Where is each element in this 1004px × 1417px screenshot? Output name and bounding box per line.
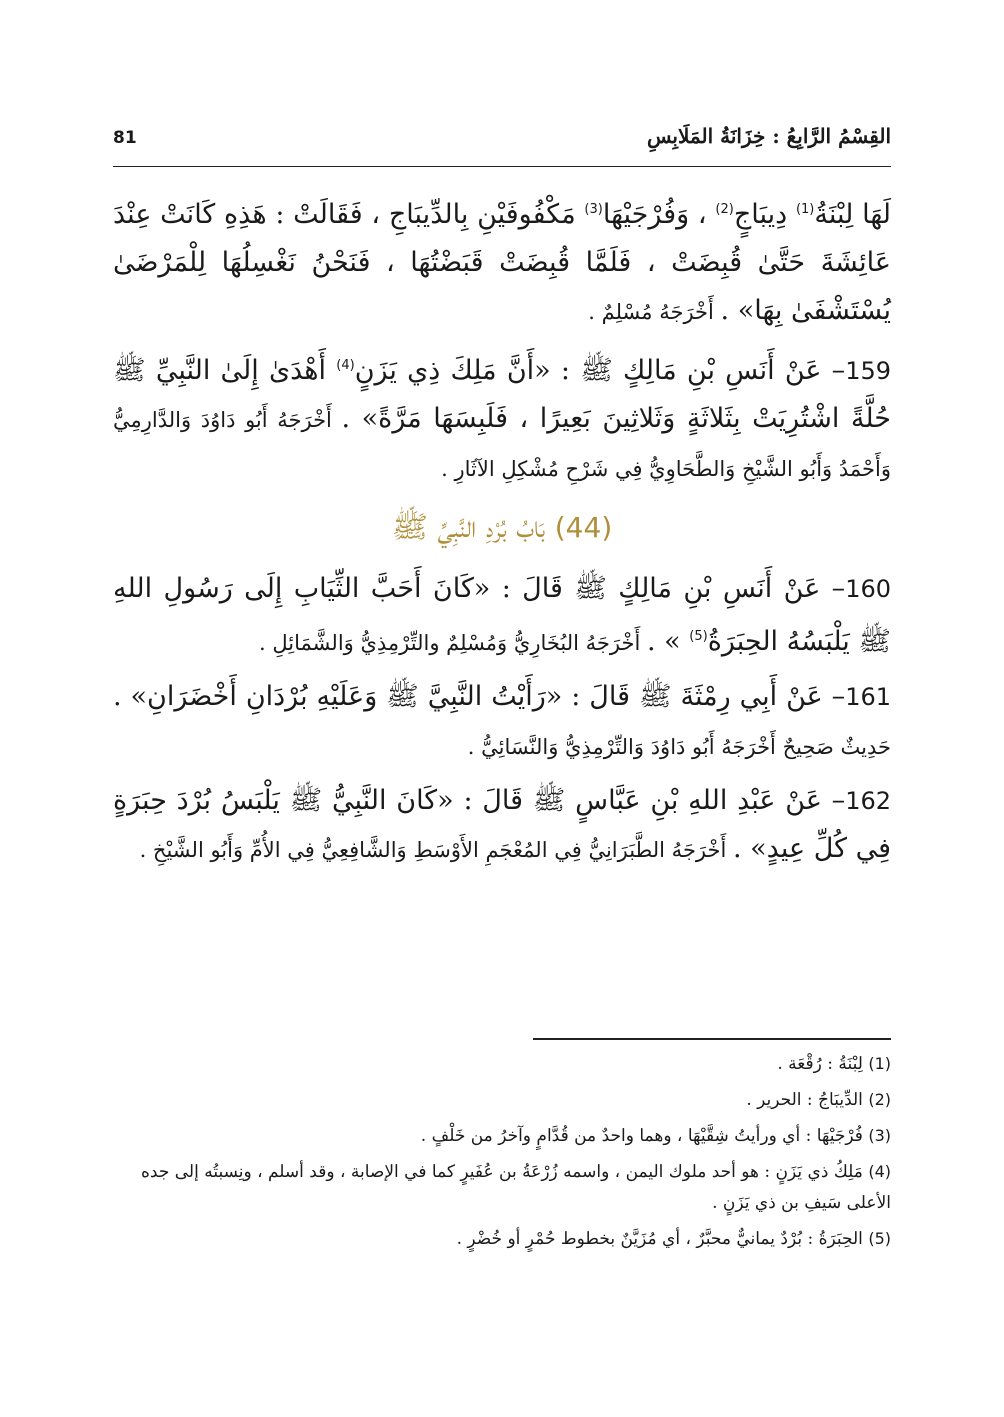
- footnote-ref: (2): [715, 202, 734, 217]
- text-run: لَهَا لِبْنَةُ: [814, 199, 892, 230]
- footnote-text: فُرْجَيْهَا : أي ورأيتُ شِقَّيْهَا ، وهما واحدٌ من قُدَّامٍ وآخرُ من خَلْفٍ .: [420, 1126, 869, 1146]
- footnote-text: الحِبَرَةُ : بُرْدٌ يمانيٌّ محبَّرٌ ، أي مُزَيَّنٌ بخطوط حُمْرٍ أو خُضْرٍ .: [456, 1229, 869, 1249]
- hadith-160: [113, 565, 891, 667]
- text-run: – عَنْ عَبْدِ اللهِ بْنِ عَبَّاسٍ ﷺ قَالَ : «كَانَ النَّبِيُّ ﷺ يَلْبَسُ بُرْدَ حِبَرَةٍ فِي كُلِّ عِيدٍ» .: [113, 785, 891, 864]
- hadith-number: 160: [845, 575, 891, 603]
- running-title: القِسْمُ الرَّابِعُ : خِزَانَةُ المَلَابِسِ: [646, 124, 891, 148]
- hadith-source: أَخْرَجَهُ مُسْلِمٌ .: [588, 300, 721, 324]
- hadith-number: 162: [845, 787, 891, 815]
- footnote-divider: [533, 1038, 891, 1040]
- hadith-source: أَخْرَجَهُ أَبُو دَاوُدَ وَالدَّارِمِيُّ وَأَحْمَدُ وَأَبُو الشَّيْخِ وَالطَّحَاوِيُّ فِي شَرْحِ مُشْكِلِ الآثَارِ .: [113, 408, 891, 481]
- footnote-text: مَلِكُ ذي يَزَنٍ : هو أحد ملوك اليمن ، واسمه زُرْعَةُ بن عُفَيرٍ كما في الإصابة ، وقد أسلم ، ونِسبتُه إلى جده الأعلى سَيفِ بن ذي يَزَنٍ .: [141, 1162, 891, 1213]
- text-run: ، وَفُرْجَيْهَا: [602, 199, 716, 230]
- footnote-1: [113, 1048, 891, 1080]
- paragraph-continuation: [113, 186, 891, 336]
- page-number: 81: [113, 128, 137, 148]
- hadith-161: [113, 673, 891, 771]
- chapter-heading: [113, 501, 891, 555]
- hadith-source: حَدِيثٌ صَحِيحٌ أَخْرَجَهُ أَبُو دَاوُدَ وَالتِّرْمِذِيُّ وَالنَّسَائِيُّ .: [467, 735, 891, 759]
- hadith-source: أَخْرَجَهُ الطَّبَرَانِيُّ فِي المُعْجَمِ الأَوْسَطِ وَالشَّافِعِيُّ فِي الأُمِّ وَأَبُو الشَّيْخِ .: [139, 838, 733, 862]
- page-header: [113, 118, 891, 167]
- footnote-ref: (4): [336, 358, 355, 373]
- hadith-162: [113, 777, 891, 874]
- footnote-ref: (1): [795, 202, 815, 217]
- main-text: [113, 186, 891, 880]
- hadith-source: أَخْرَجَهُ البُخَارِيُّ وَمُسْلِمٌ والتِّرْمِذِيُّ وَالشَّمَائِلِ .: [259, 631, 647, 655]
- footnote-ref: (3): [584, 202, 603, 217]
- text-run: مَكْفُوفَيْنِ بِالدِّيبَاجِ ، فَقَالَتْ : هَذِهِ كَانَتْ عِنْدَ عَائِشَةَ حَتَّىٰ قُبِضَتْ ، فَلَمَّا قُبِضَتْ قَبَضْتُهَا ، فَنَحْنُ نَغْسِلُهَا لِلْمَرْضَىٰ يُسْتَشْفَىٰ بِهَا» .: [113, 199, 891, 326]
- text-run: دِيبَاجٍ: [733, 199, 796, 230]
- chapter-number: (44): [554, 511, 613, 544]
- footnote-4: [113, 1156, 891, 1219]
- text-run: – عَنْ أَبِي رِمْثَةَ ﷺ قَالَ : «رَأَيْتُ النَّبِيَّ ﷺ وَعَلَيْهِ بُرْدَانِ أَخْضَرَانِ» .: [113, 681, 846, 712]
- text-run: أَهْدَىٰ إِلَىٰ النَّبِيِّ ﷺ حُلَّةً اشْتُرِيَتْ بِثَلاثَةٍ وَثَلاثِينَ بَعِيرًا ، فَلَبِسَهَا مَرَّةً» .: [113, 355, 891, 434]
- text-run: – عَنْ أَنَسِ بْنِ مَالِكٍ ﷺ : «أَنَّ مَلِكَ ذِي يَزَنٍ: [354, 355, 846, 386]
- footnote-2: [113, 1084, 891, 1116]
- footnote-text: الدِّيبَاجُ : الحرير .: [746, 1090, 869, 1110]
- footnote-text: لِبْنَةُ : رُقْعَة .: [777, 1054, 869, 1074]
- footnote-number: (1): [868, 1054, 891, 1073]
- chapter-title: بَابُ بُرْدِ النَّبِيِّ ﷺ: [391, 510, 555, 545]
- footnote-ref: (5): [689, 629, 708, 644]
- hadith-159: [113, 342, 891, 493]
- footnote-3: [113, 1120, 891, 1152]
- hadith-number: 161: [845, 683, 891, 711]
- footnote-number: (5): [868, 1229, 891, 1248]
- hadith-number: 159: [845, 357, 891, 385]
- footnote-5: [113, 1223, 891, 1255]
- footnote-number: (2): [868, 1090, 891, 1109]
- text-run: » .: [646, 626, 690, 657]
- footnote-number: (3): [868, 1126, 891, 1145]
- footnotes: [113, 1048, 891, 1259]
- footnote-number: (4): [868, 1162, 891, 1181]
- text-run: – عَنْ أَنَسِ بْنِ مَالِكٍ ﷺ قَالَ : «كَانَ أَحَبَّ الثِّيَابِ إِلَى رَسُولِ اللهِ ﷺ يَلْبَسُهُ الحِبَرَةُ: [113, 573, 891, 657]
